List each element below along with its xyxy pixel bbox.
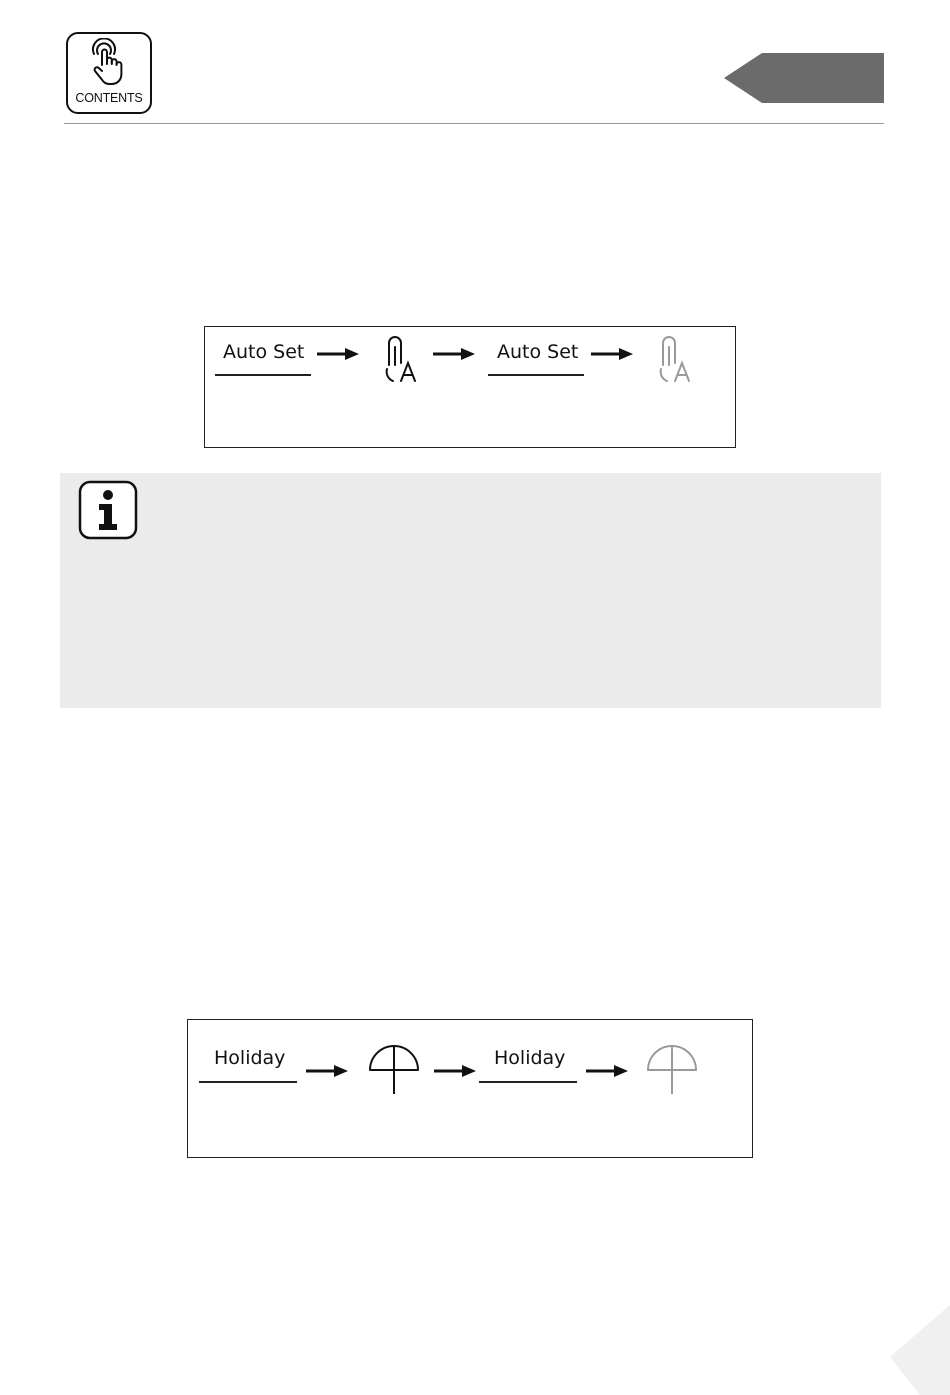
arrow-right-icon	[591, 347, 635, 361]
holiday-step-2-label: Holiday	[494, 1047, 566, 1069]
auto-set-step-2-label: Auto Set	[497, 341, 579, 363]
info-icon	[78, 480, 138, 540]
holiday-step-2-underline	[479, 1081, 577, 1083]
umbrella-icon-dimmed	[646, 1044, 698, 1096]
arrow-right-icon	[433, 347, 477, 361]
header-divider	[64, 123, 884, 124]
info-note-panel	[60, 473, 881, 708]
holiday-step-1-label: Holiday	[214, 1047, 286, 1069]
auto-set-diagram	[204, 326, 736, 448]
thermometer-auto-icon-dimmed	[651, 335, 697, 383]
arrow-right-icon	[586, 1064, 630, 1078]
auto-set-step-1-underline	[215, 374, 311, 376]
next-page-corner[interactable]	[890, 1305, 950, 1395]
arrow-right-icon	[306, 1064, 350, 1078]
contents-label: CONTENTS	[75, 91, 143, 105]
holiday-step-1-underline	[199, 1081, 297, 1083]
umbrella-icon	[368, 1044, 420, 1096]
arrow-right-icon	[317, 347, 361, 361]
thermometer-auto-icon	[377, 335, 423, 383]
auto-set-step-1-label: Auto Set	[223, 341, 305, 363]
back-tab-button[interactable]	[724, 53, 884, 103]
tap-hand-icon	[88, 38, 132, 90]
contents-button[interactable]	[66, 32, 152, 114]
auto-set-step-2-underline	[488, 374, 584, 376]
holiday-diagram	[187, 1019, 753, 1158]
arrow-right-icon	[434, 1064, 478, 1078]
